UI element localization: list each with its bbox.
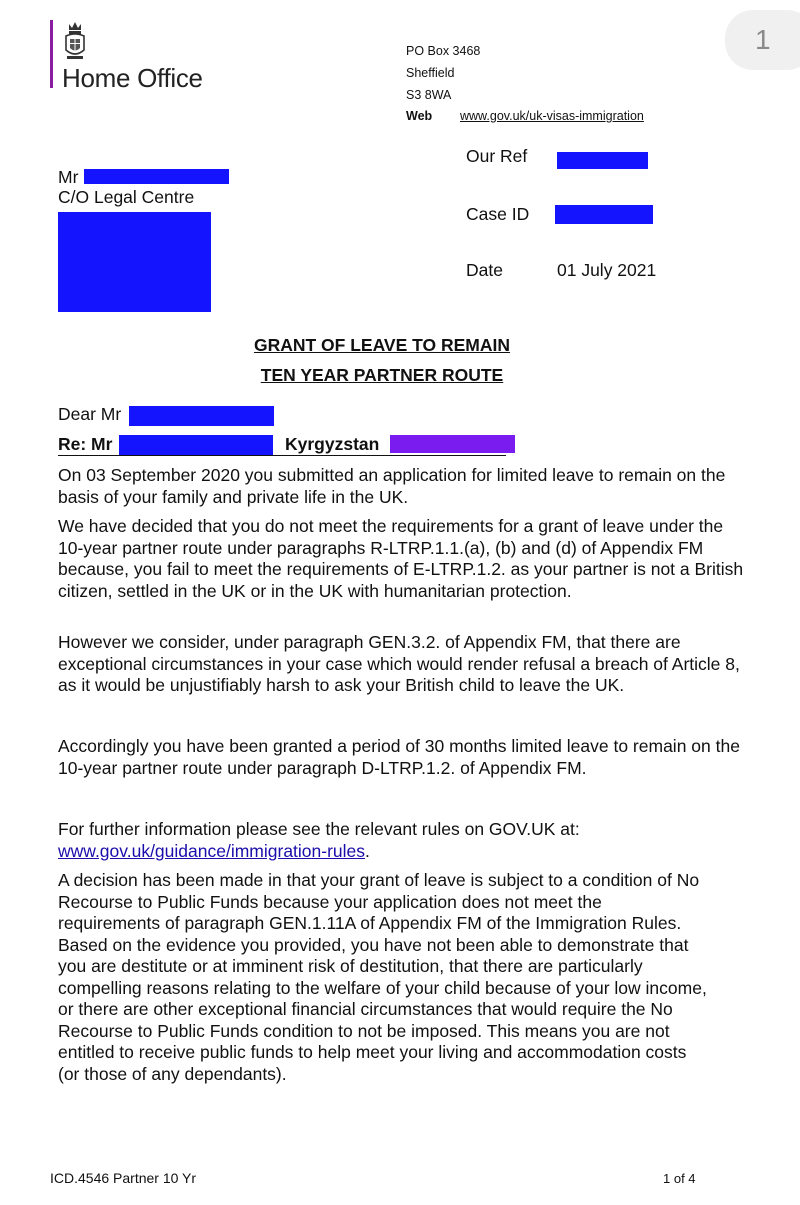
org-name: Home Office — [62, 63, 203, 93]
further-info-text: For further information please see the relevant rules on GOV.UK at: — [58, 819, 580, 839]
footer-page-count: 1 of 4 — [663, 1171, 696, 1186]
date-label: Date — [466, 260, 503, 280]
re-line-underline — [58, 455, 506, 456]
paragraph-exceptional: However we consider, under paragraph GEN.3.2. of Appendix FM, that there are exceptional circumstances in your case which would render refusal a breach of Article 8, as it would be unjustifiably harsh to ask your British child to leave the UK. — [58, 632, 740, 695]
date-value: 01 July 2021 — [557, 260, 657, 280]
paragraph-no-recourse: A decision has been made in that your grant of leave is subject to a condition of No Recourse to Public Funds because your application does not meet the requirements of paragraph GEN.1.11A of Appendix FM of the Immigration Rules. Based on the evidence you provided, you have not been able to demonstrate that you are destitute or at imminent risk of destitution, that there are particularly compelling reasons relating to the welfare of your child because of your low income, or there are other exceptional financial circumstances that would require the No Recourse to Public Funds condition to not be imposed. This means you are not entitled to receive public funds to help meet your living and accommodation costs (or those of any dependants). — [58, 870, 707, 1084]
redacted-name — [84, 169, 229, 184]
redacted-dear-name — [129, 406, 274, 426]
address-line-3: S3 8WA — [406, 88, 452, 102]
re-nationality: Kyrgyzstan — [285, 434, 380, 454]
our-ref-label: Our Ref — [466, 146, 528, 166]
dear-line: Dear Mr — [58, 404, 122, 424]
re-label: Re: Mr — [58, 434, 113, 454]
redacted-our-ref — [557, 152, 648, 169]
paragraph-further-info — [58, 819, 748, 862]
royal-crest-icon — [62, 20, 88, 64]
page-number-badge: 1 — [725, 10, 800, 70]
redacted-re-name — [119, 435, 273, 455]
case-id-label: Case ID — [466, 204, 530, 224]
web-label: Web — [406, 109, 433, 123]
address-line-2: Sheffield — [406, 66, 455, 80]
letter-title: GRANT OF LEAVE TO REMAIN — [253, 335, 511, 355]
recipient-line-2: C/O Legal Centre — [58, 187, 195, 207]
paragraph-application: On 03 September 2020 you submitted an application for limited leave to remain on the basis of your family and private life in the UK. — [58, 465, 726, 507]
immigration-rules-link[interactable]: www.gov.uk/guidance/immigration-rules — [58, 840, 366, 861]
further-info-end: . — [365, 840, 370, 861]
recipient-salutation: Mr — [58, 167, 79, 187]
redacted-address — [58, 212, 211, 312]
address-line-1: PO Box 3468 — [406, 44, 481, 58]
letter-subtitle: TEN YEAR PARTNER ROUTE — [260, 365, 504, 385]
paragraph-granted: Accordingly you have been granted a period of 30 months limited leave to remain on the 10-year partner route under paragraph D-LTRP.1.2. of Appendix FM. — [58, 736, 740, 778]
redacted-case-id — [555, 205, 653, 224]
paragraph-requirements: We have decided that you do not meet the requirements for a grant of leave under the 10-year partner route under paragraphs R-LTRP.1.1.(a), (b) and (d) of Appendix FM because, you fail to meet the requirements of E-LTRP.1.2. as your partner is not a British citizen, settled in the UK or in the UK with humanitarian protection. — [58, 516, 744, 601]
web-link[interactable]: www.gov.uk/uk-visas-immigration — [460, 109, 644, 123]
brand-bar — [50, 20, 53, 88]
footer-form-code: ICD.4546 Partner 10 Yr — [50, 1170, 197, 1186]
redacted-reference — [390, 435, 515, 453]
